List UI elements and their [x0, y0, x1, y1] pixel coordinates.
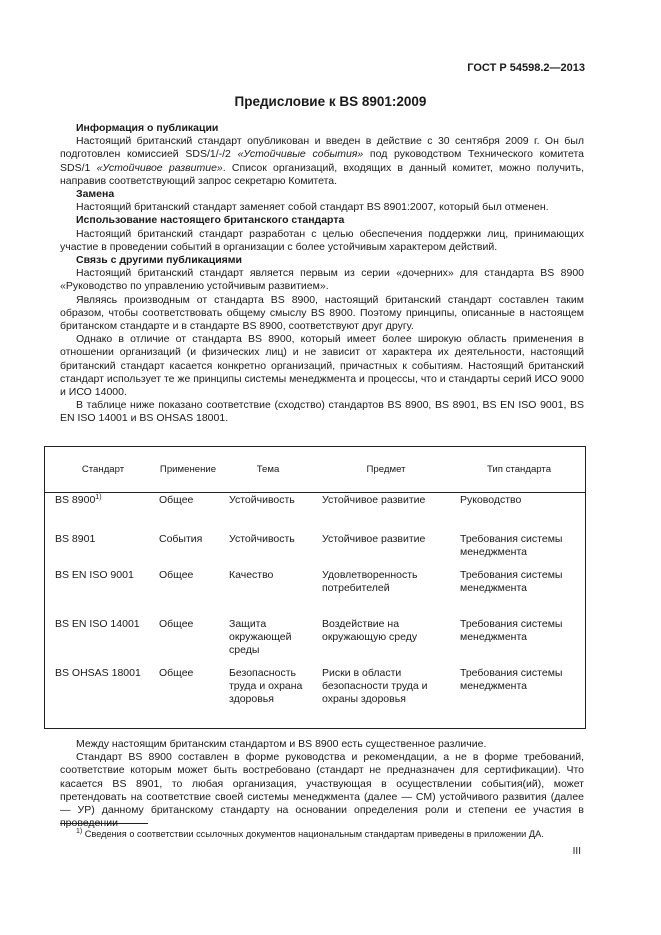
section-heading: Замена	[76, 188, 115, 201]
section-heading: Связь с другими публикациями	[76, 254, 243, 267]
cell-topic: Безопасность труда и охрана здоровья	[229, 667, 303, 705]
cell-standard: BS 8901	[55, 533, 96, 545]
column-header-topic: Тема	[256, 464, 280, 475]
committee-name: «Устойчивое развитие»	[96, 161, 223, 174]
cell-standard: BS EN ISO 14001	[55, 618, 140, 630]
footnote-divider	[60, 823, 148, 824]
cell-standard-text: BS 8900	[55, 494, 96, 506]
paragraph	[60, 135, 584, 188]
cell-standard: BS OHSAS 18001	[55, 667, 141, 679]
column-header-type: Тип стандарта	[486, 464, 552, 475]
cell-type: Руководство	[460, 494, 522, 506]
paragraph: Однако в отличие от стандарта BS 8900, который имеет более широкую область применения в отношении организаций (и физических лиц) и не зависит от характера их деятельности, настоящий британский стандарт касается конкретно организаций, причастных к событиям. Настоящий британский стандарт использует те же принципы системы менеджмента и процессы, что и стандарты серий ИСО 9000 и ИСО 14000.	[60, 333, 584, 399]
column-header-subject: Предмет	[366, 464, 406, 475]
cell-application: События	[159, 533, 203, 545]
cell-subject: Устойчивое развитие	[322, 494, 426, 506]
column-header-application: Применение	[159, 464, 217, 475]
continuation-text	[60, 738, 584, 830]
cell-topic: Устойчивость	[229, 494, 295, 506]
paragraph-text: Настоящий британский стандарт опубликован и введен в действие с 30 сентября 2009 г. Он был подготовлен комиссией SDS/1/-/2	[60, 135, 584, 161]
cell-subject: Удовлетворенность потребителей	[322, 569, 418, 594]
footnote-mark: 1)	[76, 828, 83, 835]
column-header-standard: Стандарт	[81, 464, 125, 475]
committee-name: «Устойчивые события»	[237, 148, 364, 161]
paragraph: Настоящий британский стандарт является первым из серии «дочерних» для стандарта BS 8900 «Руководство по управлению устойчивым развитием».	[60, 267, 584, 293]
section-heading: Информация о публикации	[76, 122, 219, 134]
cell-topic: Устойчивость	[229, 533, 295, 545]
paragraph: В таблице ниже показано соответствие (сходство) стандартов BS 8900, BS 8901, BS EN ISO 9001, BS EN ISO 14001 и BS OHSAS 18001.	[60, 399, 584, 425]
paragraph: Настоящий британский стандарт разработан с целью обеспечения поддержки лиц, принимающих участие в проведении событий в организации с более устойчивым характером действий.	[60, 227, 584, 253]
cell-type: Требования системы менеджмента	[460, 569, 563, 594]
paragraph-text: под руководством Технического комитета SDS/1	[60, 148, 584, 174]
footnote-text: Сведения о соответствии ссылочных документов национальным стандартам приведены в приложении ДА.	[84, 829, 544, 839]
paragraph-text: . Список организаций, входящих в данный комитет, можно получить, направив соответствующий запрос секретарю Комитета.	[60, 161, 584, 187]
cell-subject: Риски в области безопасности труда и охраны здоровья	[322, 667, 428, 705]
section-heading: Использование настоящего британского стандарта	[76, 214, 345, 227]
cell-standard: BS EN ISO 9001	[55, 569, 134, 581]
table-header	[45, 447, 585, 493]
footnote	[76, 829, 544, 839]
page-number: III	[572, 846, 581, 857]
document-code: ГОСТ Р 54598.2—2013	[467, 62, 585, 74]
cell-type: Требования системы менеджмента	[460, 667, 563, 692]
standards-table	[44, 446, 586, 729]
cell-subject: Устойчивое развитие	[322, 533, 426, 545]
cell-application: Общее	[159, 618, 194, 630]
paragraph: Являясь производным от стандарта BS 8900, настоящий британский стандарт составлен таким образом, чтобы соответствовать общему смыслу BS 8900. Поэтому принципы, описанные в настоящем британском стандарте и в стандарте BS 8900, соответствуют друг другу.	[60, 293, 584, 333]
preface-body	[60, 122, 584, 426]
cell-application: Общее	[159, 494, 194, 506]
cell-subject: Воздействие на окружающую среду	[322, 618, 418, 643]
footnote-ref: 1)	[95, 494, 102, 501]
paragraph: Между настоящим британским стандартом и BS 8900 есть существенное различие.	[76, 738, 487, 750]
paragraph: Настоящий британский стандарт заменяет собой стандарт BS 8901:2007, который был отменен.	[76, 201, 549, 214]
cell-application: Общее	[159, 667, 194, 679]
cell-standard	[55, 494, 151, 507]
cell-topic: Защита окружающей среды	[229, 618, 292, 656]
cell-topic: Качество	[229, 569, 274, 581]
page-title: Предисловие к BS 8901:2009	[234, 94, 427, 109]
paragraph: Стандарт BS 8900 составлен в форме руководства и рекомендации, а не в форме требований, соответствие которым может быть востребовано (стандарт не предназначен для сертификации). Что касается BS 8901, то любая организация, участвующая в осуществлении события(ий), может претендовать на соответствие своей системы менеджмента (далее — СМ) устойчивого развития (далее — УР) данному британскому стандарту на основании определения роли и степени ее участия в проведении	[60, 751, 584, 830]
cell-application: Общее	[159, 569, 194, 581]
cell-type: Требования системы менеджмента	[460, 533, 563, 558]
cell-type: Требования системы менеджмента	[460, 618, 563, 643]
